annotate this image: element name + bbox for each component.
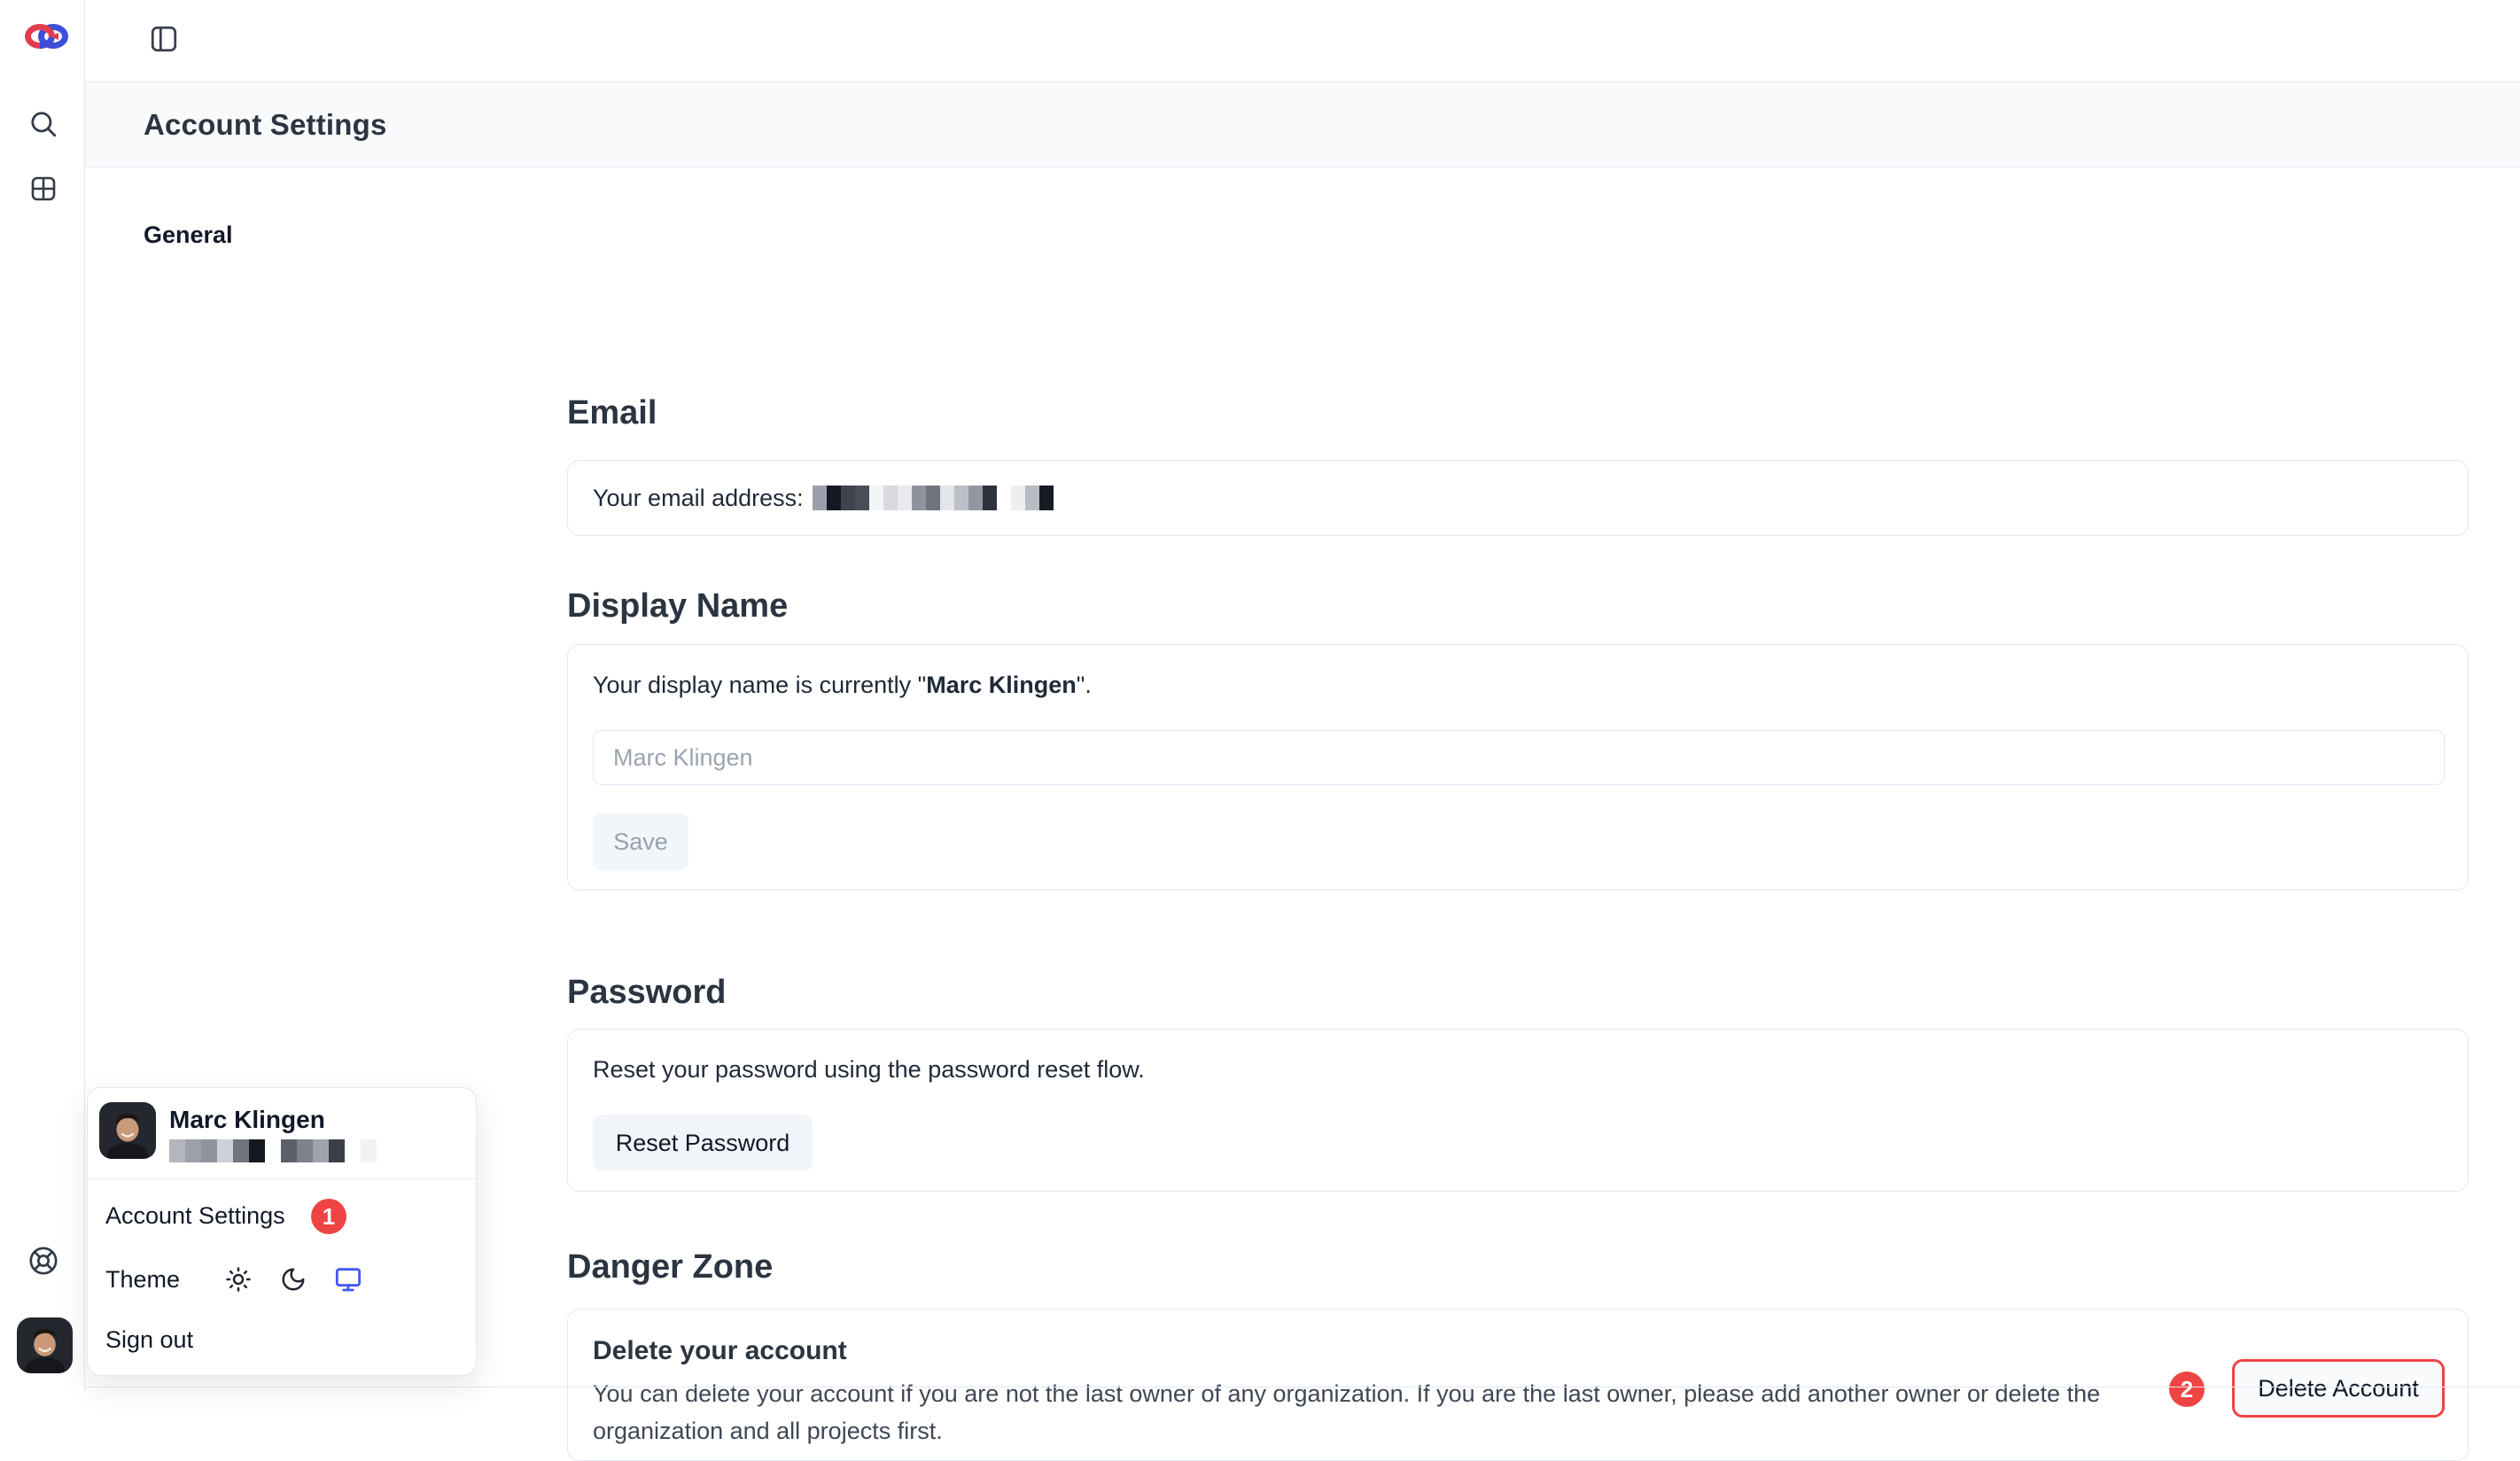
reset-password-button[interactable]: Reset Password bbox=[593, 1115, 813, 1171]
display-name-current: Your display name is currently "Marc Klingen". bbox=[593, 672, 1092, 698]
delete-account-button[interactable]: Delete Account bbox=[2232, 1359, 2445, 1418]
langfuse-logo-icon bbox=[23, 19, 71, 53]
current-display-name: Marc Klingen bbox=[926, 672, 1077, 698]
panel-left-toggle-icon[interactable] bbox=[149, 24, 183, 58]
page-header bbox=[85, 82, 2520, 167]
main-content bbox=[567, 167, 2469, 1444]
grid-2x2-icon[interactable] bbox=[27, 172, 60, 206]
display-name-section-title: Display Name bbox=[567, 587, 789, 625]
delete-account-title: Delete your account bbox=[593, 1336, 847, 1365]
menu-item-sign-out[interactable]: Sign out bbox=[105, 1325, 194, 1353]
email-card bbox=[567, 460, 2469, 536]
top-bar bbox=[85, 0, 2520, 82]
danger-zone-section-title: Danger Zone bbox=[567, 1248, 774, 1286]
danger-zone-card bbox=[567, 1309, 2469, 1461]
save-button[interactable]: Save bbox=[593, 813, 688, 870]
life-buoy-icon[interactable] bbox=[27, 1244, 60, 1278]
user-name: Marc Klingen bbox=[169, 1106, 325, 1133]
user-menu-header bbox=[88, 1088, 476, 1179]
password-description: Reset your password using the password reset flow. bbox=[593, 1056, 1145, 1083]
email-section-title: Email bbox=[567, 394, 657, 431]
display-name-input[interactable] bbox=[593, 730, 2445, 785]
email-label: Your email address: bbox=[593, 484, 804, 511]
icon-rail bbox=[0, 0, 85, 1391]
settings-nav bbox=[144, 221, 233, 249]
redacted-email bbox=[813, 486, 1054, 510]
search-icon[interactable] bbox=[27, 107, 60, 141]
page-title: Account Settings bbox=[144, 107, 387, 141]
delete-account-description: You can delete your account if you are not the last owner of any organization. If you are the last owner, please add another owner or delete the organization and all projects first. bbox=[593, 1380, 2101, 1444]
moon-icon[interactable] bbox=[279, 1265, 307, 1294]
monitor-icon[interactable] bbox=[334, 1265, 362, 1294]
redacted-user-email bbox=[169, 1139, 377, 1162]
menu-item-theme: Theme bbox=[88, 1256, 476, 1302]
annotation-marker-2: 2 bbox=[2169, 1372, 2205, 1407]
password-section-title: Password bbox=[567, 974, 727, 1011]
user-avatar[interactable] bbox=[17, 1317, 73, 1373]
user-menu-avatar bbox=[99, 1102, 156, 1159]
settings-nav-item-general[interactable]: General bbox=[144, 221, 233, 248]
menu-item-account-settings[interactable]: Account Settings bbox=[105, 1201, 285, 1229]
user-menu-popup bbox=[87, 1087, 477, 1376]
password-card bbox=[567, 1029, 2469, 1192]
display-name-card bbox=[567, 644, 2469, 890]
sun-icon[interactable] bbox=[224, 1265, 253, 1294]
annotation-marker-1: 1 bbox=[311, 1199, 346, 1234]
